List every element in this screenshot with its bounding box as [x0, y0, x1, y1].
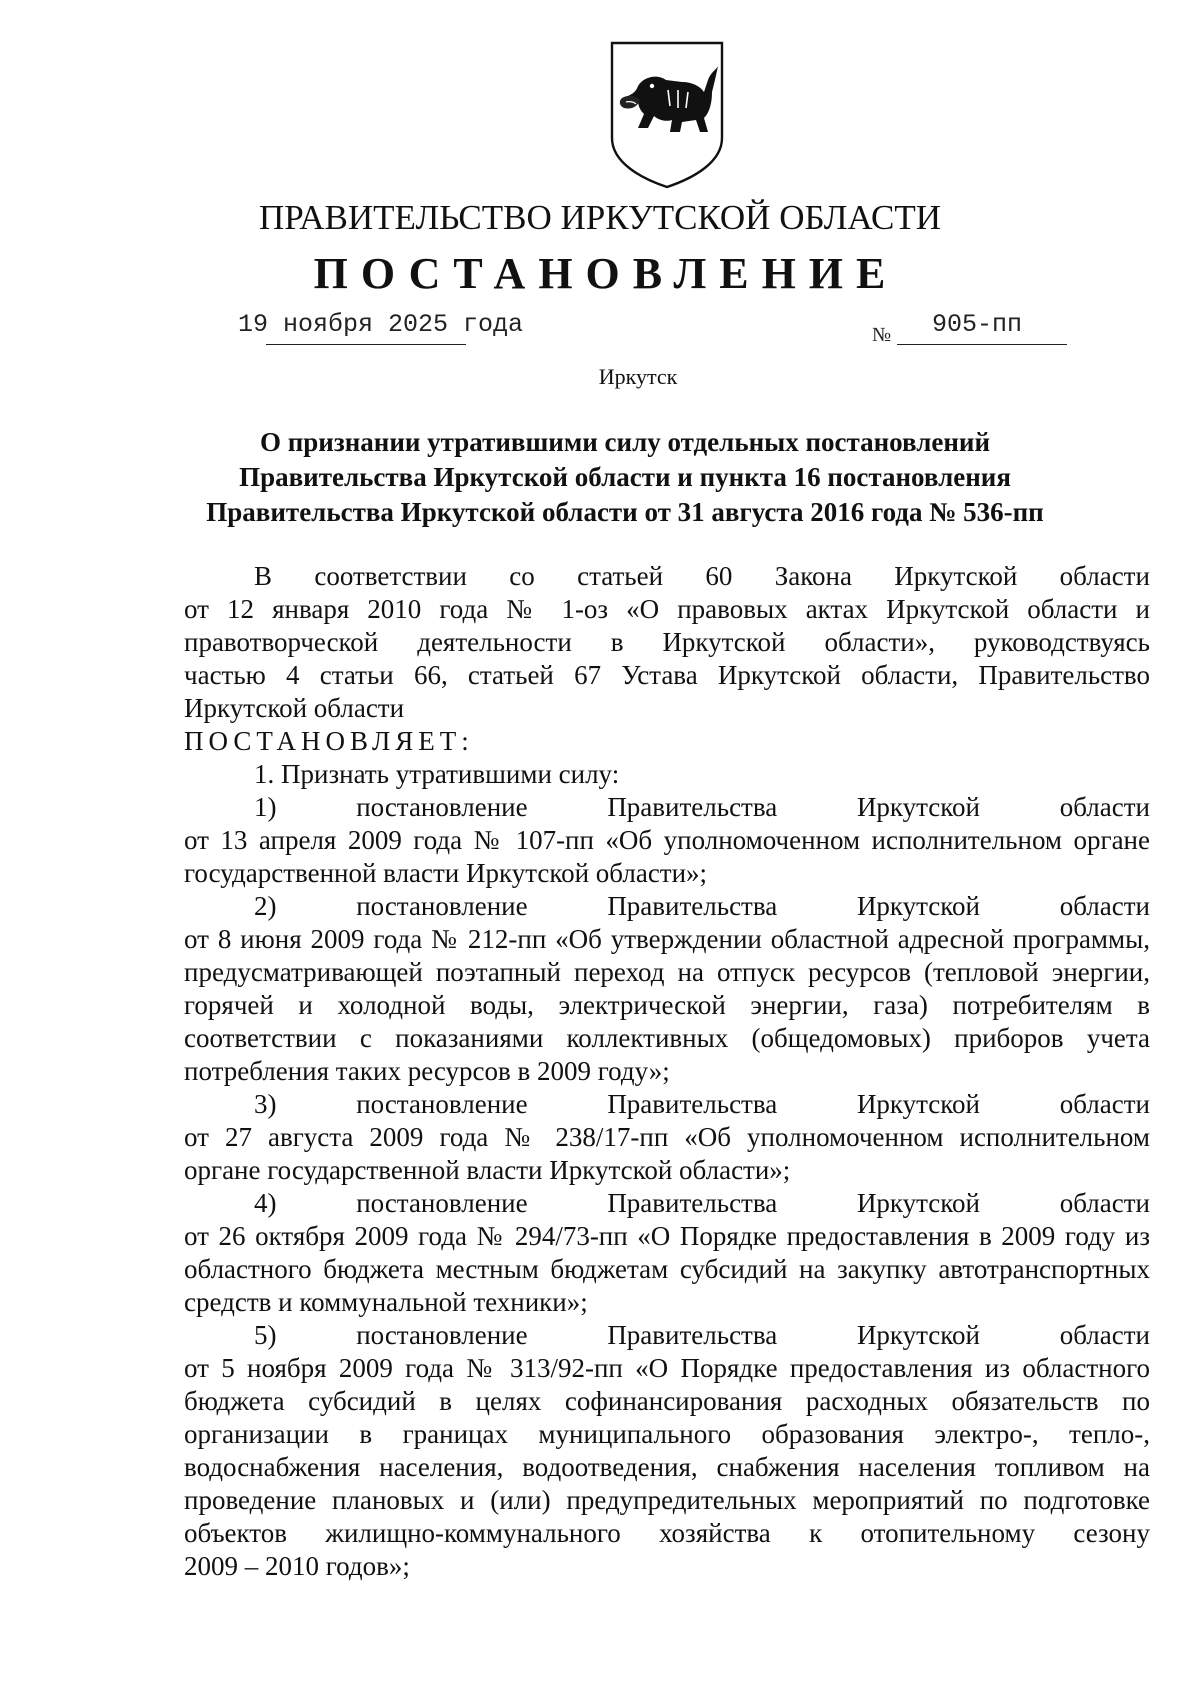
preamble-word: соответствии: [314, 561, 467, 591]
list-item-head-word: Правительства: [607, 1320, 778, 1350]
list-item-head-word: постановление: [356, 1188, 528, 1218]
list-item-head-word: Правительства: [607, 792, 778, 822]
list-item-line: бюджета субсидий в целях софинансирования расходных обязательств по: [184, 1386, 1150, 1416]
list-item-line: потребления таких ресурсов в 2009 году»;: [184, 1056, 670, 1086]
repealed-acts-list: [184, 791, 1150, 1583]
list-item-line: от 8 июня 2009 года № 212-пп «Об утверждении областной адресной программы,: [184, 924, 1150, 954]
list-item: [184, 1187, 1150, 1319]
list-item-head-word: постановление: [356, 1089, 528, 1119]
list-item-head: [184, 1088, 1150, 1121]
list-item-head-word: области: [1059, 1320, 1150, 1350]
preamble-line-1: [184, 560, 1150, 593]
list-item-head-word: 4): [254, 1188, 277, 1218]
list-item-head-word: 1): [254, 792, 277, 822]
preamble-word: в: [610, 627, 624, 657]
list-item-head-word: постановление: [356, 891, 528, 921]
list-item-line: организации в границах муниципального образования электро-, тепло-,: [184, 1419, 1150, 1449]
list-item-head: [184, 890, 1150, 923]
decree-word: ПОСТАНОВЛЯЕТ:: [184, 726, 474, 756]
preamble-word: области: [1059, 561, 1150, 591]
list-item-head-word: области: [1059, 891, 1150, 921]
list-item-head-word: Иркутской: [856, 891, 980, 921]
list-item-line: водоснабжения населения, водоотведения, снабжения населения топливом на: [184, 1452, 1150, 1482]
point-1: 1. Признать утратившими силу:: [254, 759, 620, 789]
list-item-line: областного бюджета местным бюджетам субсидий на закупку автотранспортных: [184, 1254, 1150, 1284]
list-item-head: [184, 1319, 1150, 1352]
list-item-head-word: 5): [254, 1320, 277, 1350]
list-item-head-word: Иркутской: [856, 792, 980, 822]
number-underline: [897, 344, 1067, 345]
list-item-line: от 27 августа 2009 года № 238/17-пп «Об уполномоченном исполнительном: [184, 1122, 1150, 1152]
preamble-line-3: [184, 626, 1150, 659]
government-name: ПРАВИТЕЛЬСТВО ИРКУТСКОЙ ОБЛАСТИ: [259, 198, 941, 237]
list-item-line: объектов жилищно-коммунального хозяйства к отопительному сезону: [184, 1518, 1150, 1548]
preamble-word: руководствуясь: [973, 627, 1150, 657]
list-item-line: от 13 апреля 2009 года № 107-пп «Об уполномоченном исполнительном органе: [184, 825, 1150, 855]
preamble-word: статьей: [577, 561, 664, 591]
date-underline: [266, 344, 466, 345]
preamble-word: Иркутской: [894, 561, 1018, 591]
list-item-head-word: Правительства: [607, 891, 778, 921]
list-item-head-word: Правительства: [607, 1089, 778, 1119]
document-body: [184, 560, 1150, 1583]
list-item-head-word: Правительства: [607, 1188, 778, 1218]
document-type-title: ПОСТАНОВЛЕНИЕ: [313, 249, 899, 298]
list-item-head-word: Иркутской: [856, 1188, 980, 1218]
list-item-line: государственной власти Иркутской области»;: [184, 858, 708, 888]
list-item: [184, 1088, 1150, 1187]
list-item-head-word: 3): [254, 1089, 277, 1119]
preamble-line-5: Иркутской области: [184, 693, 405, 723]
list-item-head-word: постановление: [356, 1320, 528, 1350]
preamble-line-4: частью 4 статьи 66, статьей 67 Устава Иркутской области, Правительство: [184, 660, 1150, 690]
list-item-head-word: Иркутской: [856, 1089, 980, 1119]
preamble-word: Иркутской: [662, 627, 786, 657]
heading-line: Правительства Иркутской области от 31 августа 2016 года № 536-пп: [206, 497, 1044, 527]
list-item-line: предусматривающей поэтапный переход на отпуск ресурсов (тепловой энергии,: [184, 957, 1150, 987]
document-number: 905-пп: [932, 310, 1023, 339]
list-item-line: проведение плановых и (или) предупредительных мероприятий по подготовке: [184, 1485, 1150, 1515]
list-item-head-word: области: [1059, 1188, 1150, 1218]
list-item-line: соответствии с показаниями коллективных (общедомовых) приборов учета: [184, 1023, 1150, 1053]
list-item-line: средств и коммунальной техники»;: [184, 1287, 588, 1317]
list-item-line: от 5 ноября 2009 года № 313/92-пп «О Порядке предоставления из областного: [184, 1353, 1150, 1383]
number-sign: №: [872, 324, 892, 346]
list-item-head-word: области: [1059, 792, 1150, 822]
list-item: [184, 1319, 1150, 1583]
list-item: [184, 890, 1150, 1088]
list-item-head: [184, 791, 1150, 824]
preamble-word: правотворческой: [184, 627, 379, 657]
preamble-word: деятельности: [417, 627, 572, 657]
list-item-head-word: постановление: [356, 792, 528, 822]
preamble-word: Закона: [774, 561, 852, 591]
document-date: 19 ноября 2025 года: [238, 310, 524, 339]
preamble-word: В: [254, 561, 273, 591]
preamble-word: области»,: [824, 627, 935, 657]
preamble-word: со: [509, 561, 535, 591]
list-item-line: от 26 октября 2009 года № 294/73-пп «О Порядке предоставления в 2009 году из: [184, 1221, 1150, 1251]
heading-line: Правительства Иркутской области и пункта 16 постановления: [239, 462, 1011, 492]
list-item-head-word: области: [1059, 1089, 1150, 1119]
city-name: Иркутск: [598, 364, 678, 389]
document-heading: [150, 425, 1100, 530]
list-item-line: 2009 – 2010 годов»;: [184, 1551, 410, 1581]
list-item-head-word: 2): [254, 891, 277, 921]
heading-line: О признании утратившими силу отдельных постановлений: [259, 427, 991, 457]
preamble-word: 60: [705, 561, 733, 591]
list-item-line: органе государственной власти Иркутской области»;: [184, 1155, 791, 1185]
list-item: [184, 791, 1150, 890]
coat-of-arms-icon: [608, 40, 726, 190]
preamble-line-2: от 12 января 2010 года № 1-оз «О правовых актах Иркутской области и: [184, 594, 1150, 624]
list-item-head-word: Иркутской: [856, 1320, 980, 1350]
list-item-head: [184, 1187, 1150, 1220]
list-item-line: горячей и холодной воды, электрической энергии, газа) потребителям в: [184, 990, 1150, 1020]
